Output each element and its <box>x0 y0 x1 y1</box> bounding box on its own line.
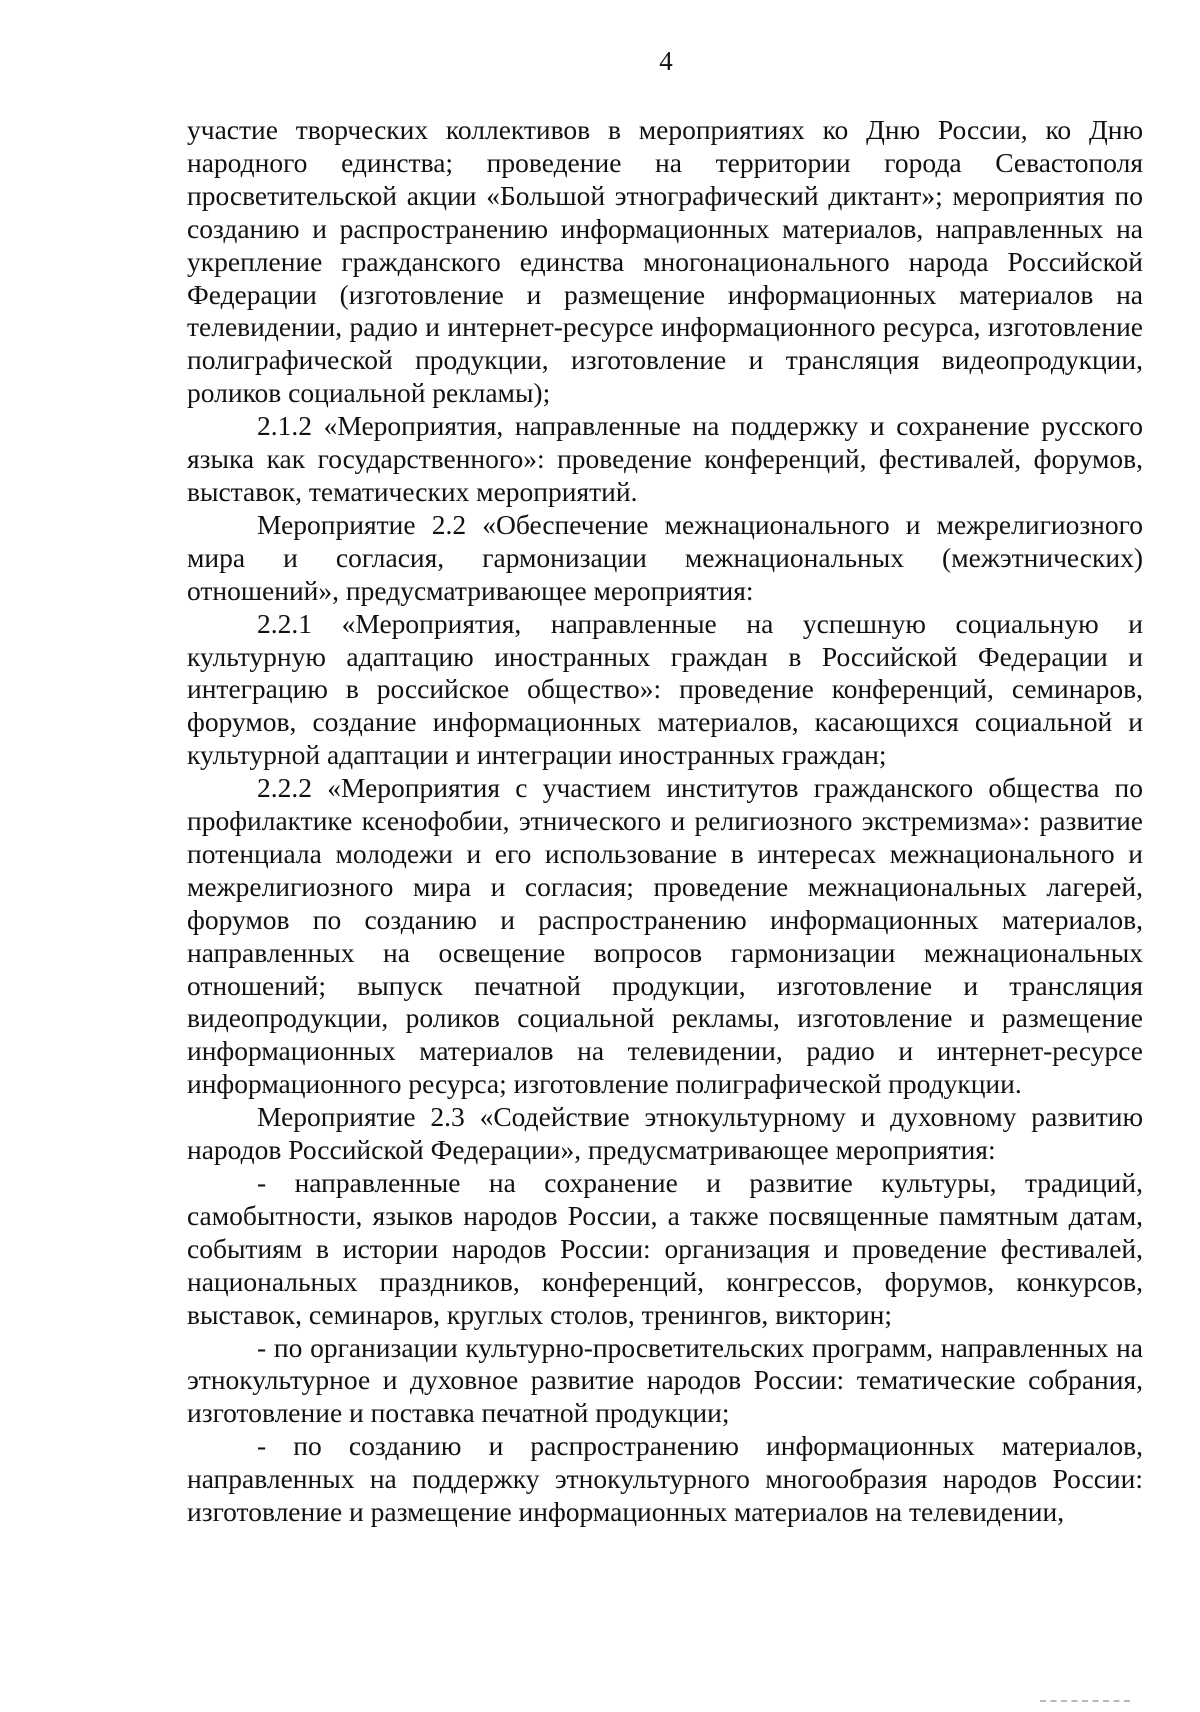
paragraph-2-1-2: 2.1.2 «Мероприятия, направленные на поддержку и сохранение русского языка как государственного»: проведение конференций, фестивалей, форумов, выставок, тематических мероприятий. <box>187 410 1143 507</box>
document-body <box>187 114 1143 1529</box>
page-number: 4 <box>659 46 673 76</box>
list-item-cultural-programs: - по организации культурно-просветительских программ, направленных на этнокультурное и духовное развитие народов России: тематические собрания, изготовление и поставка печатной продукции; <box>187 1331 1143 1429</box>
list-item-information-materials: - по созданию и распространению информационных материалов, направленных на поддержку этнокультурного многообразия народов России: изготовление и размещение информационных материалов на телевидении, <box>187 1430 1143 1528</box>
paragraph-event-2-3: Мероприятие 2.3 «Содействие этнокультурному и духовному развитию народов Российской Федерации», предусматривающее мероприятия: <box>187 1101 1143 1166</box>
paragraph-2-2-2: 2.2.2 «Мероприятия с участием институтов гражданского общества по профилактике ксенофобии, этнического и религиозного экстремизма»: развитие потенциала молодежи и его использование в интересах межнационального и межрелигиозного мира и согласия; проведение межнациональных лагерей, форумов по созданию и распространению информационных материалов, направленных на освещение вопросов гармонизации межнациональных отношений; выпуск печатной продукции, изготовление и трансляция видеопродукции, роликов социальной рекламы, изготовление и размещение информационных материалов на телевидении, радио и интернет-ресурсе информационного ресурса; изготовление полиграфической продукции. <box>187 772 1143 1100</box>
paragraph-continuation: участие творческих коллективов в мероприятиях ко Дню России, ко Дню народного единства; проведение на территории города Севастополя просветительской акции «Большой этнографический диктант»; мероприятия по созданию и распространению информационных материалов, направленных на укрепление гражданского единства многонационального народа Российской Федерации (изготовление и размещение информационных материалов на телевидении, радио и интернет-ресурсе информационного ресурса, изготовление полиграфической продукции, изготовление и трансляция видеопродукции, роликов социальной рекламы); <box>187 114 1143 409</box>
list-item-culture-traditions: - направленные на сохранение и развитие культуры, традиций, самобытности, языков народов России, а также посвященные памятным датам, событиям в истории народов России: организация и проведение фестивалей, национальных праздников, конференций, конгрессов, форумов, конкурсов, выставок, семинаров, круглых столов, тренингов, викторин; <box>187 1167 1143 1330</box>
paragraph-event-2-2: Мероприятие 2.2 «Обеспечение межнационального и межрелигиозного мира и согласия, гармонизации межнациональных (межэтнических) отношений», предусматривающее мероприятия: <box>187 508 1143 606</box>
scan-edge-mark <box>1040 1700 1130 1708</box>
paragraph-2-2-1: 2.2.1 «Мероприятия, направленные на успешную социальную и культурную адаптацию иностранных граждан в Российской Федерации и интеграцию в российское общество»: проведение конференций, семинаров, форумов, создание информационных материалов, касающихся социальной и культурной адаптации и интеграции иностранных граждан; <box>187 607 1143 771</box>
